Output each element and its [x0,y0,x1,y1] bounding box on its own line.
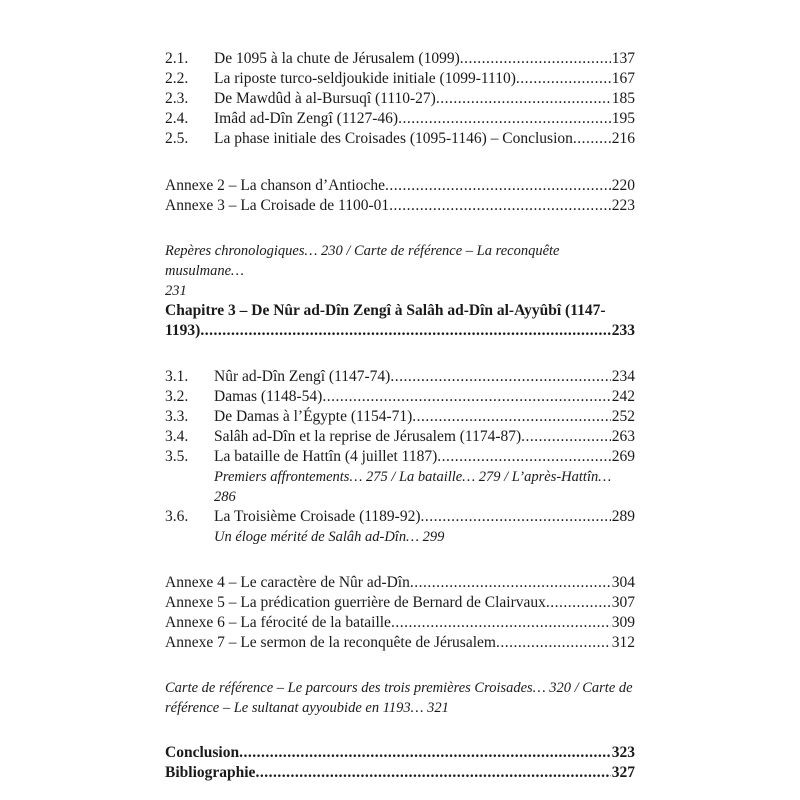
dot-leader [437,447,611,467]
spacer [165,653,635,674]
toc-3-6-subentry[interactable]: Un éloge mérité de Salâh ad-Dîn… 299 [214,529,445,545]
entry-page: 220 [611,177,635,194]
dot-leader [421,507,611,527]
toc-entry-2-5[interactable] [165,129,635,149]
entry-number: 3.5. [165,448,189,465]
subentries-line2: 286 [214,489,236,505]
toc-entry-2-3[interactable] [165,89,635,109]
entry-title: De Mawdûd à al-Bursuqî (1110-27) [214,90,436,107]
subentries-line1: Premiers affrontements… 275 / La bataille… 279 / L’après-Hattîn… [214,469,612,485]
annexes-b-list [165,573,635,653]
entry-page: 252 [611,408,635,425]
references-b-line2: référence – Le sultanat ayyoubide en 1193… 321 [165,700,449,716]
toc-conclusion[interactable] [165,743,635,763]
entry-page: 216 [611,130,635,147]
entry-page: 323 [611,744,635,761]
entry-page: 312 [611,634,635,651]
dot-leader [385,176,611,196]
toc-entry-3-1[interactable] [165,367,635,387]
dot-leader [573,129,611,149]
entry-page: 242 [611,388,635,405]
entry-page: 327 [611,764,635,781]
entry-title: Conclusion [165,744,240,761]
spacer [165,547,635,568]
entry-title: Damas (1148-54) [214,388,323,405]
entry-title: La phase initiale des Croisades (1095-1146) – Conclusion [214,130,573,147]
toc-bibliographie[interactable] [165,763,635,783]
dot-leader [436,89,611,109]
toc-entry-2-2[interactable] [165,69,635,89]
annexes-a-list [165,176,635,216]
references-a-line1: Repères chronologiques… 230 / Carte de référence – La reconquête musulmane… [165,243,560,279]
entry-page: 223 [611,197,635,214]
dot-leader [496,633,611,653]
references-a-line2: 231 [165,283,187,299]
spacer [165,149,635,170]
entry-page: 307 [611,594,635,611]
toc-entry-3-2[interactable] [165,387,635,407]
dot-leader [255,763,610,783]
entry-title: Annexe 6 – La férocité de la bataille [165,614,391,631]
entry-title: Annexe 5 – La prédication guerrière de Bernard de Clairvaux [165,594,546,611]
entry-number: 2.4. [165,110,189,127]
dot-leader [460,49,611,69]
toc-annexe-6[interactable] [165,613,635,633]
entry-page: 137 [611,50,635,67]
dot-leader [390,367,610,387]
end-list [165,743,635,783]
entry-title: La bataille de Hattîn (4 juillet 1187) [214,448,438,465]
dot-leader [521,427,611,447]
references-b[interactable] [165,678,635,718]
entry-number: 3.1. [165,368,189,385]
toc-annexe-3[interactable] [165,196,635,216]
toc-entry-2-4[interactable] [165,109,635,129]
entry-title: Annexe 2 – La chanson d’Antioche [165,177,385,194]
dot-leader [410,573,611,593]
entry-title: Annexe 3 – La Croisade de 1100-01 [165,197,390,214]
dot-leader [322,387,610,407]
toc-annexe-2[interactable] [165,176,635,196]
entry-number: 3.3. [165,408,189,425]
references-a[interactable] [165,241,635,301]
entry-page: 195 [611,110,635,127]
spacer [165,341,635,362]
references-b-line1: Carte de référence – Le parcours des trois premières Croisades… 320 / Carte de [165,680,633,696]
table-of-contents [165,49,635,783]
entry-page: 289 [611,508,635,525]
entry-title: Bibliographie [165,764,256,781]
dot-leader [546,593,611,613]
toc-annexe-7[interactable] [165,633,635,653]
entry-number: 2.1. [165,50,189,67]
entry-title: Annexe 4 – Le caractère de Nûr ad-Dîn [165,574,410,591]
dot-leader [412,407,610,427]
entry-page: 167 [611,70,635,87]
dot-leader [516,69,611,89]
entry-page: 309 [611,614,635,631]
dot-leader [239,743,611,763]
entry-page: 185 [611,90,635,107]
chapter-title-line2: 1193) [165,322,201,339]
section3-list [165,367,635,547]
dot-leader [398,109,611,129]
dot-leader [389,196,611,216]
entry-title: Salâh ad-Dîn et la reprise de Jérusalem (1174-87) [214,428,522,445]
chapter-page: 233 [611,322,635,339]
toc-entry-3-5[interactable] [165,447,635,467]
toc-annexe-5[interactable] [165,593,635,613]
entry-number: 2.3. [165,90,189,107]
entry-number: 2.2. [165,70,189,87]
chapter-title-line1: Chapitre 3 – De Nûr ad-Dîn Zengî à Salâh ad-Dîn al-Ayyûbî (1147- [165,302,606,319]
toc-annexe-4[interactable] [165,573,635,593]
entry-title: De Damas à l’Égypte (1154-71) [214,408,413,425]
entry-page: 269 [611,448,635,465]
dot-leader [391,613,611,633]
toc-entry-2-1[interactable] [165,49,635,69]
entry-number: 3.6. [165,508,189,525]
entry-page: 304 [611,574,635,591]
toc-entry-3-4[interactable] [165,427,635,447]
entry-number: 2.5. [165,130,189,147]
toc-3-5-subentries[interactable] [165,467,635,507]
spacer [165,718,635,739]
entry-title: La riposte turco-seldjoukide initiale (1099-1110) [214,70,516,87]
section2-list [165,49,635,149]
entry-number: 3.2. [165,388,189,405]
toc-entry-3-3[interactable] [165,407,635,427]
entry-title: De 1095 à la chute de Jérusalem (1099) [214,50,460,67]
toc-chapter-3[interactable] [165,301,635,341]
entry-title: Annexe 7 – Le sermon de la reconquête de Jérusalem [165,634,496,651]
toc-entry-3-6[interactable] [165,507,635,527]
entry-title: La Troisième Croisade (1189-92) [214,508,421,525]
dot-leader [200,321,610,341]
entry-title: Nûr ad-Dîn Zengî (1147-74) [214,368,391,385]
entry-title: Imâd ad-Dîn Zengî (1127-46) [214,110,399,127]
entry-page: 263 [611,428,635,445]
entry-page: 234 [611,368,635,385]
spacer [165,216,635,237]
chapter-title-line2-row [165,321,635,341]
entry-number: 3.4. [165,428,189,445]
